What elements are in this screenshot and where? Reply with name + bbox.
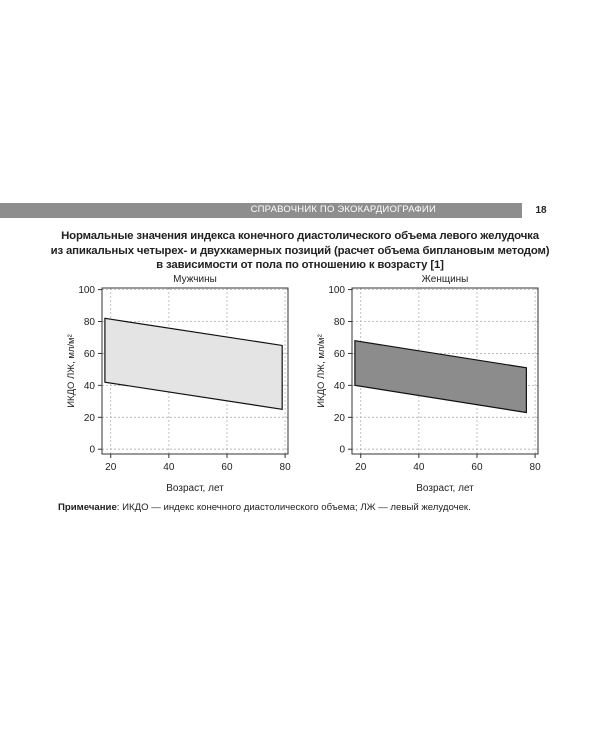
women-ytick-label-0: 0 <box>339 444 345 456</box>
chart-men <box>60 270 310 495</box>
women-xtick-label-1: 40 <box>413 462 425 473</box>
men-xtick-label-1: 40 <box>163 462 175 473</box>
women-ytick-label-3: 60 <box>333 348 345 360</box>
note-label: Примечание <box>58 502 117 513</box>
women-xtick-label-0: 20 <box>355 462 367 473</box>
men-ytick-label-1: 20 <box>83 412 95 424</box>
figure-title-line-1: Нормальные значения индекса конечного диастолического объема левого желудочка <box>61 230 539 242</box>
men-ytick-label-3: 60 <box>83 348 95 360</box>
figure-title-line-2: из апикальных четырех- и двухкамерных позиций (расчет объема биплановым методом) <box>50 244 550 257</box>
women-xtick-label-3: 80 <box>529 462 541 473</box>
women-ytick-label-2: 40 <box>333 380 345 392</box>
chart-women-svg <box>310 270 560 494</box>
men-ytick-label-0: 0 <box>89 444 95 456</box>
men-xtick-label-3: 80 <box>279 462 291 473</box>
men-normal-range-band <box>105 318 282 409</box>
chart-men-svg <box>60 270 310 494</box>
note-text: : ИКДО — индекс конечного диастолического объема; ЛЖ — левый желудочек. <box>116 502 471 513</box>
header-gray-bar <box>0 203 522 218</box>
women-normal-range-band <box>355 341 526 413</box>
running-header <box>0 203 600 218</box>
men-xtick-label-0: 20 <box>105 462 117 473</box>
women-ytick-label-4: 80 <box>333 317 345 329</box>
page-number: 18 <box>535 205 547 216</box>
chart-women <box>310 270 560 495</box>
men-ytick-label-4: 80 <box>83 317 95 329</box>
women-chart-title: Женщины <box>421 274 469 285</box>
figure-note <box>58 502 471 513</box>
women-x-axis-label: Возраст, лет <box>416 483 474 494</box>
men-y-axis-label: ИКДО ЛЖ, мл/м² <box>66 334 77 408</box>
figure-title-line-3: в зависимости от пола по отношению к возрасту [1] <box>156 259 444 271</box>
women-xtick-label-2: 60 <box>471 462 483 473</box>
men-xtick-label-2: 60 <box>221 462 233 473</box>
women-y-axis-label: ИКДО ЛЖ, мл/м² <box>316 334 327 408</box>
section-title: СПРАВОЧНИК ПО ЭКОКАРДИОГРАФИИ <box>250 204 436 215</box>
men-ytick-label-5: 100 <box>78 285 95 297</box>
figure-title <box>40 229 560 273</box>
women-ytick-label-1: 20 <box>333 412 345 424</box>
men-chart-title: Мужчины <box>173 274 217 285</box>
men-x-axis-label: Возраст, лет <box>166 483 224 494</box>
women-ytick-label-5: 100 <box>328 285 345 297</box>
men-ytick-label-2: 40 <box>83 380 95 392</box>
